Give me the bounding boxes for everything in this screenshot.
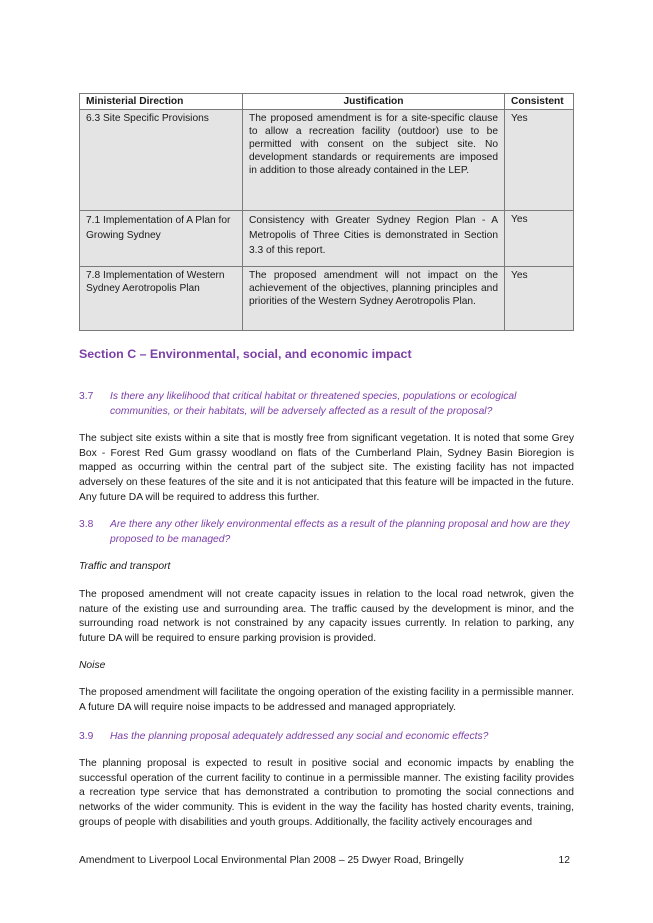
justification-cell: Consistency with Greater Sydney Region Plan - A Metropolis of Three Cities is demonstrated in Section 3.3 of this report. [243, 211, 505, 267]
direction-cell: 7.8 Implementation of Western Sydney Aerotropolis Plan [80, 267, 243, 331]
page-footer [79, 855, 574, 866]
header-ministerial-direction: Ministerial Direction [80, 94, 243, 110]
direction-cell: 7.1 Implementation of A Plan for Growing Sydney [80, 211, 243, 267]
question-3-9 [79, 730, 574, 745]
paragraph-vegetation: The subject site exists within a site that is mostly free from significant vegetation. It is noted that some Grey Box - Forest Red Gum grassy woodland on flats of the Cumberland Plain, Sydney Basin Bioregion is mapped as occurring within the central part of the subject site. The existing facility has not impacted adversely on these features of the site and it is not anticipated that this feature will be impacted in the future. Any future DA will be required to address this further. [79, 433, 574, 503]
question-text: Has the planning proposal adequately addressed any social and economic effects? [110, 731, 489, 742]
question-number: 3.7 [79, 391, 94, 402]
ministerial-direction-table [79, 93, 574, 331]
question-number: 3.9 [79, 731, 94, 742]
header-justification: Justification [243, 94, 505, 110]
section-c-heading: Section C – Environmental, social, and economic impact [79, 347, 412, 361]
header-consistent: Consistent [505, 94, 574, 110]
paragraph-social-economic: The planning proposal is expected to result in positive social and economic impacts by enabling the successful operation of the current facility to continue in a permissible manner. The existing facility provides a recreation type service that has demonstrated a contribution to promoting the social connections and networks of the wider community. This is evident in the way the facility has hosted charity events, training, groups of people with disabilities and youth groups. Additionally, the facility actively encourages and [79, 758, 574, 828]
consistent-cell: Yes [505, 211, 574, 267]
direction-cell: 6.3 Site Specific Provisions [80, 110, 243, 211]
footer-title: Amendment to Liverpool Local Environmental Plan 2008 – 25 Dwyer Road, Bringelly [79, 855, 464, 866]
consistent-cell: Yes [505, 110, 574, 211]
question-text: Is there any likelihood that critical habitat or threatened species, populations or ecological communities, or their habitats, will be adversely affected as a result of the proposal? [110, 391, 517, 417]
question-3-7 [79, 390, 574, 419]
consistent-cell: Yes [505, 267, 574, 331]
table-row [80, 211, 574, 267]
question-number: 3.8 [79, 519, 94, 530]
page-number: 12 [558, 855, 570, 866]
paragraph-traffic: The proposed amendment will not create capacity issues in relation to the local road netwrok, given the nature of the existing use and surrounding area. The traffic caused by the development is minor, and the surrounding road network is not constrained by any capacity issues currently. In relation to parking, any future DA will be required to ensure parking provision is provided. [79, 589, 574, 645]
paragraph-noise: The proposed amendment will facilitate the ongoing operation of the existing facility in a permissible manner. A future DA will require noise impacts to be addressed and managed appropriately. [79, 687, 574, 713]
table-row [80, 267, 574, 331]
table-header-row [80, 94, 574, 110]
subheading-noise: Noise [79, 660, 106, 671]
question-text: Are there any other likely environmental effects as a result of the planning proposal and how are they proposed to be managed? [110, 519, 570, 545]
subheading-traffic: Traffic and transport [79, 561, 171, 572]
justification-cell: The proposed amendment will not impact on the achievement of the objectives, planning principles and priorities of the Western Sydney Aerotropolis Plan. [243, 267, 505, 331]
table-row [80, 110, 574, 211]
question-3-8 [79, 518, 574, 547]
justification-cell: The proposed amendment is for a site-specific clause to allow a recreation facility (outdoor) use to be permitted with consent on the subject site. No development standards or requirements are imposed in addition to those already contained in the LEP. [243, 110, 505, 211]
